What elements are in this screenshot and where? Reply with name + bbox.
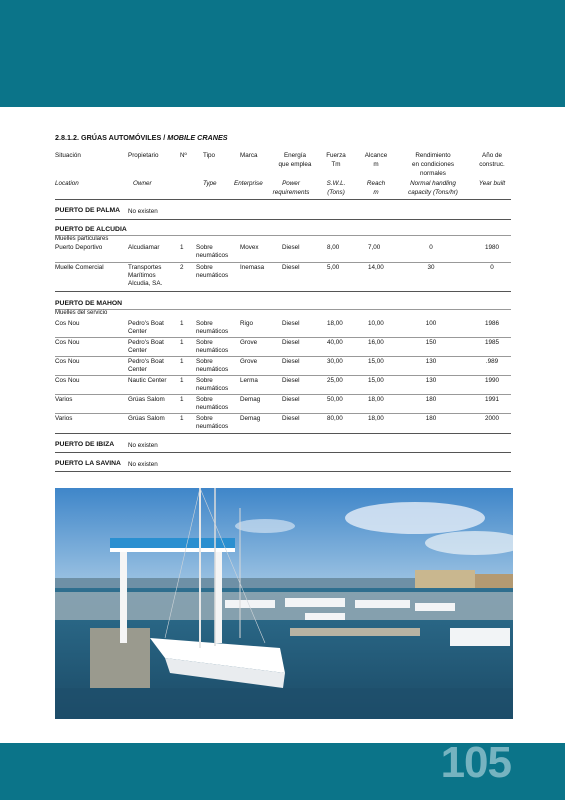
port-alcudia-title: PUERTO DE ALCUDIA: [55, 226, 127, 233]
divider: [55, 262, 511, 263]
divider: [55, 413, 511, 414]
top-color-band: [0, 0, 565, 107]
header-enterprise: Enterprise: [234, 180, 263, 187]
header-energia: Energía que emplea: [278, 152, 312, 168]
divider: [55, 337, 511, 338]
header-reach: Reach m: [366, 180, 386, 196]
divider: [55, 356, 511, 357]
divider: [55, 471, 511, 472]
header-fuerza: Fuerza Tm: [326, 152, 346, 168]
header-situacion: Situación: [55, 152, 81, 159]
header-propietario: Propietario: [128, 152, 159, 159]
header-swl: S.W.L. (Tons): [326, 180, 346, 196]
header-numero: Nº: [180, 152, 187, 159]
port-mahon-subtitle: Muelles del servicio: [55, 310, 108, 316]
port-alcudia-subtitle: Muelles particulares: [55, 236, 109, 242]
divider: [55, 433, 511, 434]
divider: [55, 291, 511, 292]
header-rendimiento: Rendimiento en condiciones normales: [411, 152, 454, 177]
header-alcance: Alcance m: [364, 152, 388, 168]
header-power: Power requirements: [272, 180, 310, 196]
section-title: 2.8.1.2. GRÚAS AUTOMÓVILES / MOBILE CRANES: [55, 133, 228, 142]
port-savina-title: PUERTO LA SAVINA: [55, 460, 121, 467]
header-owner: Owner: [133, 180, 152, 187]
divider: [55, 452, 511, 453]
header-marca: Marca: [240, 152, 258, 159]
port-palma-note: No existen: [128, 208, 158, 215]
port-ibiza-title: PUERTO DE IBIZA: [55, 441, 115, 448]
divider: [55, 219, 511, 220]
divider: [55, 394, 511, 395]
port-savina-note: No existen: [128, 461, 158, 468]
header-tipo: Tipo: [203, 152, 216, 159]
page-number: 105: [440, 738, 511, 787]
port-mahon-title: PUERTO DE MAHON: [55, 300, 123, 307]
divider: [55, 235, 511, 236]
port-ibiza-note: No existen: [128, 442, 158, 449]
header-normal-capacity: Normal handling capacity (Tons/hr): [408, 180, 458, 196]
header-location: Location: [55, 180, 79, 187]
port-palma-title: PUERTO DE PALMA: [55, 207, 121, 214]
header-rule: [55, 199, 511, 200]
marina-photo: [55, 488, 513, 719]
divider: [55, 309, 511, 310]
header-ano: Año de construc.: [479, 152, 505, 168]
header-type: Type: [203, 180, 217, 187]
header-year: Year built: [478, 180, 506, 187]
divider: [55, 375, 511, 376]
